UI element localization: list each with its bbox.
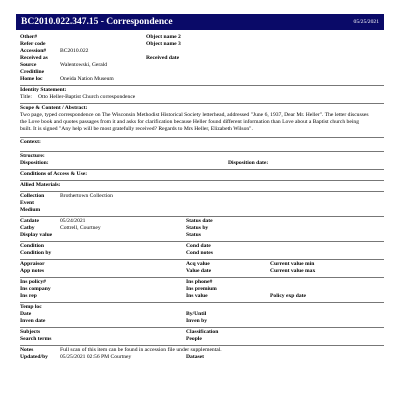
updated-row (20, 354, 384, 361)
ins-policy-label: Ins policy# (20, 279, 46, 285)
record-title-bar (16, 14, 384, 30)
updated-label: Updated/by (20, 354, 48, 360)
source-label: Source (20, 62, 37, 68)
identity-heading-row (20, 87, 384, 94)
notes-value: Full scan of this item can be found in accession file under supplemental. (60, 347, 222, 353)
divider (20, 216, 384, 217)
divider (20, 103, 384, 104)
divider (20, 345, 384, 346)
row-received (20, 55, 384, 62)
conditions-label: Conditions of Access & Use: (20, 171, 88, 177)
event-row (20, 200, 384, 207)
ins-value-label: Ins value (186, 293, 208, 299)
divider (20, 191, 384, 192)
policy-exp-label: Policy exp date (270, 293, 307, 299)
collection-value: Brothertown Collection (60, 193, 113, 199)
scope-heading: Scope & Content / Abstract: (20, 105, 88, 111)
home-label: Home loc (20, 76, 43, 82)
identity-title-row (20, 94, 384, 101)
inven-date-label: Inven date (20, 318, 46, 324)
app-notes-label: App notes (20, 268, 45, 274)
search-terms-row (20, 336, 384, 343)
app-notes-row (20, 268, 384, 275)
acq-value-label: Acq value (186, 261, 210, 267)
identity-title-label: Title: (20, 94, 32, 100)
allied-row (20, 182, 384, 189)
divider (20, 241, 384, 242)
cond-date-label: Cond date (186, 243, 211, 249)
other-label: Other# (20, 34, 38, 40)
scope-text-row (20, 112, 384, 133)
record-body (20, 34, 384, 361)
divider (20, 327, 384, 328)
ins-phone-label: Ins phone# (186, 279, 213, 285)
context-label: Context: (20, 139, 41, 145)
conditions-row (20, 171, 384, 178)
inven-by-label: Inven by (186, 318, 207, 324)
catby-value: Cottrell, Courtney (60, 225, 101, 231)
value-date-label: Value date (186, 268, 212, 274)
divider (20, 180, 384, 181)
row-refer (20, 41, 384, 48)
disposition-row (20, 160, 384, 167)
catby-row (20, 225, 384, 232)
condition-label: Condition (20, 243, 44, 249)
source-value: Walentowski, Gerald (60, 62, 108, 68)
subjects-label: Subjects (20, 329, 41, 335)
scope-heading-row (20, 105, 384, 112)
current-max-label: Current value max (270, 268, 316, 274)
disposition-label: Disposition: (20, 160, 49, 166)
identity-heading: Identity Statement: (20, 87, 67, 93)
row-creditline (20, 69, 384, 76)
notes-row (20, 347, 384, 354)
divider (20, 277, 384, 278)
temp-loc-row (20, 304, 384, 311)
allied-label: Allied Materials: (20, 182, 61, 188)
classification-label: Classification (186, 329, 219, 335)
updated-value: 05/25/2021 02:56 PM Courtney (60, 354, 132, 360)
collection-row (20, 193, 384, 200)
ins-policy-row (20, 279, 384, 286)
home-value: Oneida Nation Museum (60, 76, 114, 82)
divider (20, 85, 384, 86)
row-source (20, 62, 384, 69)
collection-label: Collection (20, 193, 45, 199)
status-date-label: Status date (186, 218, 213, 224)
medium-label: Medium (20, 207, 41, 213)
row-home (20, 76, 384, 83)
structure-row (20, 153, 384, 160)
creditline-label: Creditline (20, 69, 45, 75)
dataset-label: Dataset (186, 354, 205, 360)
catdate-row (20, 218, 384, 225)
row-other (20, 34, 384, 41)
object2-label: Object name 2 (146, 34, 181, 40)
condition-by-label: Condition by (20, 250, 52, 256)
cond-notes-label: Cond notes (186, 250, 213, 256)
temp-loc-label: Temp loc (20, 304, 42, 310)
status-by-label: Status by (186, 225, 209, 231)
subjects-row (20, 329, 384, 336)
search-terms-label: Search terms (20, 336, 52, 342)
received-as-label: Received as (20, 55, 48, 61)
disposition-date-label: Disposition date: (228, 160, 269, 166)
ins-rep-row (20, 293, 384, 300)
structure-label: Structure: (20, 153, 45, 159)
ins-company-label: Ins company (20, 286, 51, 292)
refer-label: Refer code (20, 41, 46, 47)
condition-by-row (20, 250, 384, 257)
temp-date-label: Date (20, 311, 32, 317)
ins-company-row (20, 286, 384, 293)
divider (20, 302, 384, 303)
condition-row (20, 243, 384, 250)
medium-row (20, 207, 384, 214)
event-label: Event (20, 200, 34, 206)
received-date-label: Received date (146, 55, 180, 61)
catdate-label: Catdate (20, 218, 39, 224)
accession-label: Accession# (20, 48, 47, 54)
people-label: People (186, 336, 202, 342)
current-min-label: Current value min (270, 261, 315, 267)
ins-rep-label: Ins rep (20, 293, 37, 299)
row-accession (20, 48, 384, 55)
context-row (20, 139, 384, 146)
status-label: Status (186, 232, 201, 238)
appraisor-label: Appraisor (20, 261, 45, 267)
scope-text: Two page, typed correspondence on The Wisconsin Methodist Historical Society letterhead, addressed "June 6, 1937, Dear Mr. Heller". The letter discusses the Love book and quotes passages from it and asks for clarification because Heller found different information than Love about a Baptist church being built. It is signed "Any help will be most gratefully received? Regards to Mrs Heller, Elizabeth Wilson". (20, 112, 369, 132)
object3-label: Object name 3 (146, 41, 181, 47)
ins-premium-label: Ins premium (186, 286, 217, 292)
inven-row (20, 318, 384, 325)
divider (20, 151, 384, 152)
divider (20, 259, 384, 260)
record-date: 05/25/2021 (353, 18, 379, 25)
temp-date-row (20, 311, 384, 318)
catdate-value: 05/24/2021 (60, 218, 86, 224)
notes-label: Notes (20, 347, 34, 353)
display-row (20, 232, 384, 239)
identity-title-value: Otto Heller-Baptist Church correspondence (38, 94, 136, 100)
catby-label: Catby (20, 225, 35, 231)
appraisor-row (20, 261, 384, 268)
by-until-label: By/Until (186, 311, 207, 317)
accession-value: BC2010.022 (60, 48, 89, 54)
divider (20, 137, 384, 138)
divider (20, 169, 384, 170)
record-title: BC2010.022.347.15 - Correspondence (21, 16, 173, 27)
display-label: Display value (20, 232, 53, 238)
